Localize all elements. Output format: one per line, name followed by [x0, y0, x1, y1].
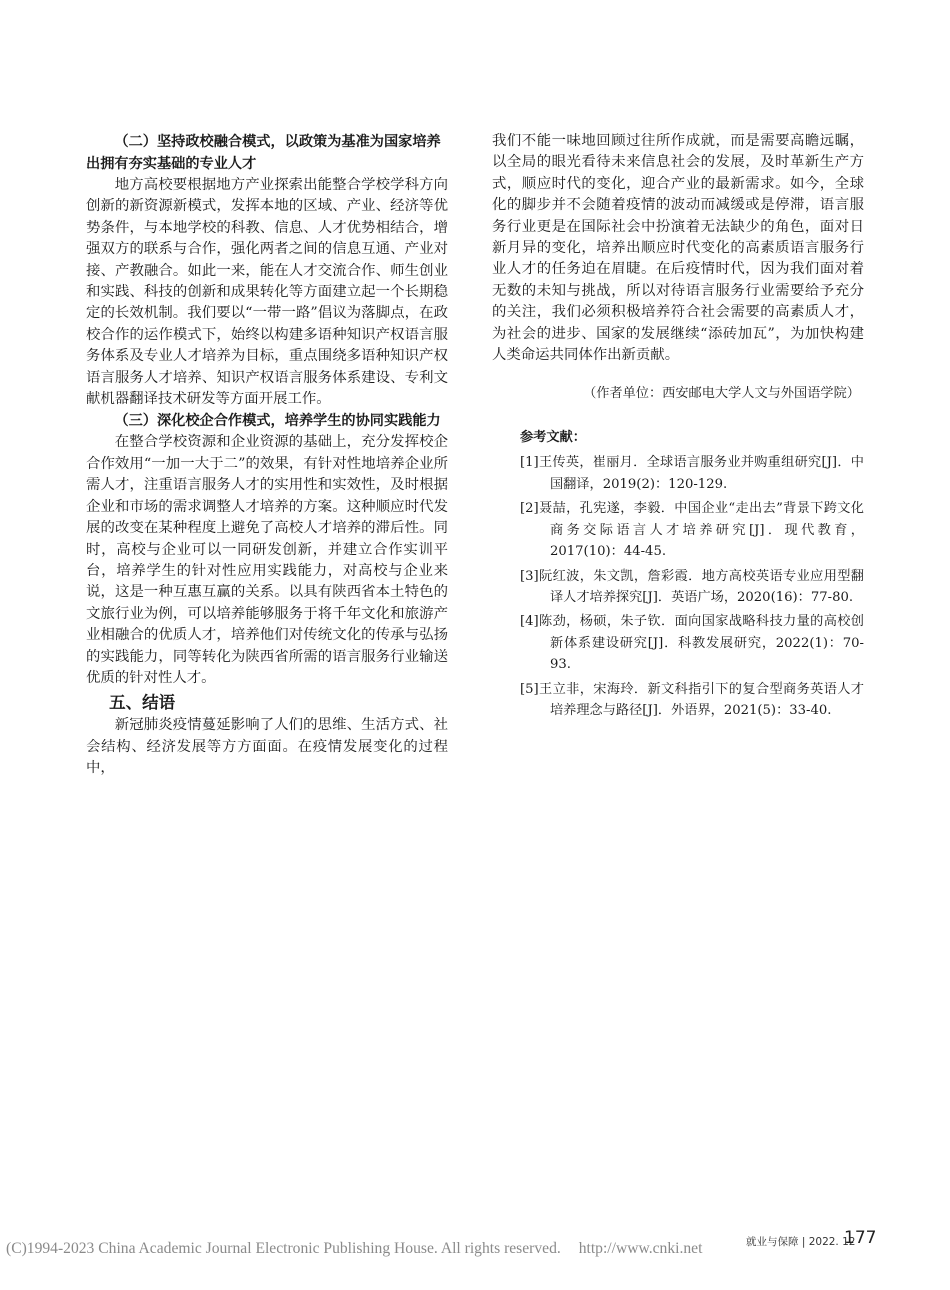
right-column [492, 131, 864, 724]
reference-item: [1]王传英，崔丽月．全球语言服务业并购重组研究[J]．中国翻译，2019(2)：120-129. [520, 455, 864, 492]
reference-item: [2]聂喆，孔宪遂，李毅．中国企业“走出去”背景下跨文化商务交际语言人才培养研究[J]．现代教育，2017(10)：44-45. [520, 501, 864, 560]
left-column [86, 131, 448, 780]
reference-item: [3]阮红波，朱文凯，詹彩霞．地方高校英语专业应用型翻译人才培养探究[J]．英语广场，2020(16)：77-80. [520, 568, 864, 605]
section-heading-conclusion: 五、结语 [109, 693, 176, 713]
reference-item: [5]王立非，宋海玲．新文科指引下的复合型商务英语人才培养理念与路径[J]．外语界，2021(5)：33-40. [520, 681, 864, 718]
journal-name: 就业与保障 | 2022. 12 [746, 1236, 856, 1248]
page-number: 177 [844, 1228, 877, 1248]
body-paragraph: 在整合学校资源和企业资源的基础上，充分发挥校企合作效用“一加一大于二”的效果，有针对性地培养企业所需人才，注重语言服务人才的实用性和实效性，及时根据企业和市场的需求调整人才培养的方案。这种顺应时代发展的改变在某种程度上避免了高校人才培养的滞后性。同时，高校与企业可以一同研发创新，并建立合作实训平台，培养学生的针对性应用实践能力，对高校与企业来说，这是一种互惠互赢的关系。以具有陕西省本土特色的文旅行业为例，可以培养能够服务于将千年文化和旅游产业相融合的优质人才，培养他们对传统文化的传承与弘扬的实践能力，同等转化为陕西省所需的语言服务行业输送优质的针对性人才。 [86, 434, 448, 686]
copyright-watermark [0, 1240, 950, 1258]
body-paragraph: 新冠肺炎疫情蔓延影响了人们的思维、生活方式、社会结构、经济发展等方方面面。在疫情发展变化的过程中， [86, 717, 448, 777]
subheading-3: （三）深化校企合作模式，培养学生的协同实践能力 [114, 413, 441, 430]
reference-item: [4]陈劲，杨硕，朱子钦．面向国家战略科技力量的高校创新体系建设研究[J]．科教发展研究，2022(1)：70-93. [520, 614, 864, 673]
cnki-url[interactable]: http://www.cnki.net [578, 1240, 703, 1257]
body-paragraph: 地方高校要根据地方产业探索出能整合学校学科方向创新的新资源新模式，发挥本地的区域、产业、经济等优势条件，与本地学校的科教、信息、人才优势相结合，增强双方的联系与合作，强化两者之间的信息互通、产业对接、产教融合。如此一来，能在人才交流合作、师生创业和实践、科技的创新和成果转化等方面建立起一个长期稳定的长效机制。我们要以“一带一路”倡议为落脚点，在政校合作的运作模式下，始终以构建多语种知识产权语言服务体系及专业人才培养为目标，重点围绕多语种知识产权语言服务人才培养、知识产权语言服务体系建设、专利文献机器翻译技术研发等方面开展工作。 [86, 177, 448, 408]
author-affiliation: （作者单位：西安邮电大学人文与外国语学院） [583, 386, 860, 402]
copyright-text: (C)1994-2023 China Academic Journal Electronic Publishing House. All rights reserved. [6, 1240, 561, 1257]
body-paragraph: 我们不能一味地回顾过往所作成就，而是需要高瞻远瞩，以全局的眼光看待未来信息社会的发展，及时革新生产方式，顺应时代的变化，迎合产业的最新需求。如今，全球化的脚步并不会随着疫情的波动而减缓或是停滞，语言服务行业更是在国际社会中扮演着无法缺少的角色，面对日新月异的变化，培养出顺应时代变化的高素质语言服务行业人才的任务迫在眉睫。在后疫情时代，因为我们面对着无数的未知与挑战，所以对待语言服务行业需要给予充分的关注，我们必须积极培养符合社会需要的高素质人才，为社会的进步、国家的发展继续“添砖加瓦”，为加快构建人类命运共同体作出新贡献。 [492, 133, 864, 364]
references-title: 参考文献： [520, 430, 586, 446]
subheading-2: （二）坚持政校融合模式，以政策为基准为国家培养出拥有夯实基础的专业人才 [86, 134, 441, 172]
